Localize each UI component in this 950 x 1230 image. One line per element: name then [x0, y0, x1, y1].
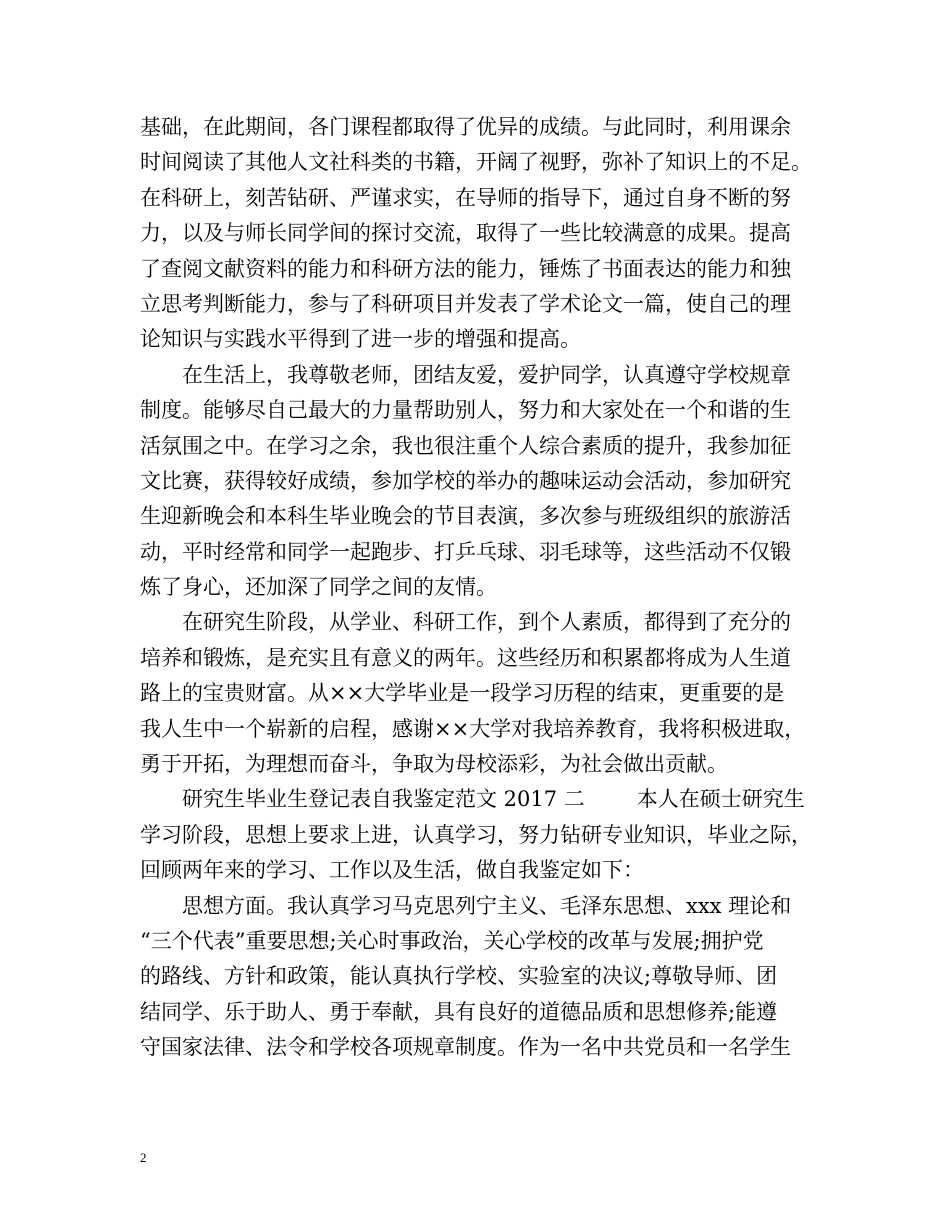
text-line: 了查阅文献资料的能力和科研方法的能力，锤炼了书面表达的能力和独 [140, 256, 791, 281]
text-line: “三个代表”重要思想;关心时事政治，关心学校的改革与发展;拥护党 [140, 928, 764, 953]
text-line: 勇于开拓，为理想而奋斗，争取为母校添彩，为社会做出贡献。 [140, 752, 728, 777]
page-number: 2 [140, 1150, 147, 1165]
document-body [140, 110, 820, 1066]
text-line: 制度。能够尽自己最大的力量帮助别人，努力和大家处在一个和谐的生 [140, 398, 791, 423]
text-line: 动，平时经常和同学一起跑步、打乒乓球、羽毛球等，这些活动不仅锻 [140, 539, 791, 564]
text-line: 在科研上，刻苦钻研、严谨求实，在导师的指导下，通过自身不断的努 [140, 185, 791, 210]
section-heading-line [140, 782, 820, 817]
text-line: 炼了身心，还加深了同学之间的友情。 [140, 575, 497, 600]
text-line: 结同学、乐于助人、勇于奉献，具有良好的道德品质和思想修养;能遵 [140, 999, 778, 1024]
text-line: 时间阅读了其他人文社科类的书籍，开阔了视野，弥补了知识上的不足。 [140, 150, 812, 175]
text-line: 学习阶段，思想上要求上进，认真学习，努力钻研专业知识，毕业之际， [140, 822, 812, 847]
text-line: 在生活上，我尊敬老师，团结友爱，爱护同学，认真遵守学校规章 [182, 362, 791, 387]
text-segment: 本人在硕士研究生 [636, 787, 805, 812]
text-line: 生迎新晚会和本科生毕业晚会的节目表演，多次参与班级组织的旅游活 [140, 504, 791, 529]
text-line: 在研究生阶段，从学业、科研工作，到个人素质，都得到了充分的 [182, 610, 791, 635]
text-line: 我人生中一个崭新的启程，感谢××大学对我培养教育，我将积极进取， [140, 716, 806, 741]
text-line: 的路线、方针和政策，能认真执行学校、实验室的决议;尊敬导师、团 [140, 964, 778, 989]
text-line: 守国家法律、法令和学校各项规章制度。作为一名中共党员和一名学生 [140, 1035, 791, 1060]
text-line: 基础，在此期间，各门课程都取得了优异的成绩。与此同时，利用课余 [140, 115, 791, 139]
text-line: 培养和锻炼，是充实且有意义的两年。这些经历和积累都将成为人生道 [140, 645, 791, 670]
text-line: 活氛围之中。在学习之余，我也很注重个人综合素质的提升，我参加征 [140, 433, 791, 458]
text-line: 立思考判断能力，参与了科研项目并发表了学术论文一篇，使自己的理 [140, 291, 791, 316]
text-line: 力，以及与师长同学间的探讨交流，取得了一些比较满意的成果。提高 [140, 221, 791, 246]
text-line: 论知识与实践水平得到了进一步的增强和提高。 [140, 327, 581, 352]
text-line: 回顾两年来的学习、工作以及生活，做自我鉴定如下： [140, 858, 644, 883]
text-line: 思想方面。我认真学习马克思列宁主义、毛泽东思想、xxx 理论和 [182, 893, 792, 918]
section-heading: 研究生毕业生登记表自我鉴定范文 2017 二 [182, 787, 585, 812]
text-line: 文比赛，获得较好成绩，参加学校的举办的趣味运动会活动，参加研究 [140, 468, 791, 493]
text-line: 路上的宝贵财富。从××大学毕业是一段学习历程的结束，更重要的是 [140, 681, 785, 706]
